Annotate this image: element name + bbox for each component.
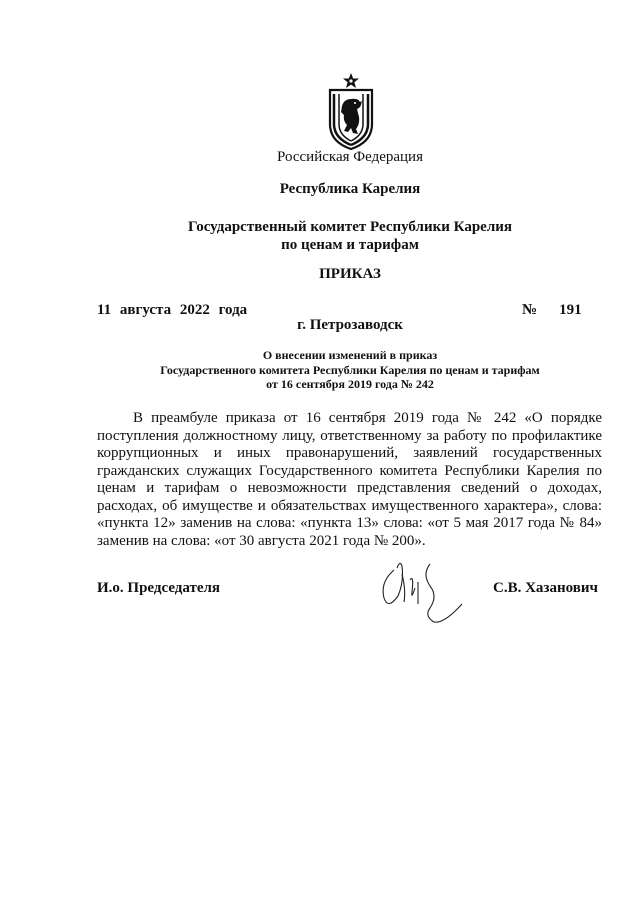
committee-line-1: Государственный комитет Республики Карелия: [188, 219, 512, 235]
number-sign: №: [522, 302, 538, 318]
committee-line-2: по ценам и тарифам: [281, 237, 419, 253]
republic-name: Республика Карелия: [279, 181, 421, 197]
order-subject: [0, 348, 640, 392]
country-name: Российская Федерация: [277, 149, 423, 165]
order-city: г. Петрозаводск: [297, 317, 403, 333]
order-body: [97, 410, 602, 550]
order-number-value: 191: [559, 302, 582, 318]
order-date: 11 августа 2022 года: [97, 302, 248, 318]
order-title: ПРИКАЗ: [319, 266, 381, 282]
subject-line-3: от 16 сентября 2019 года № 242: [266, 377, 434, 391]
committee-name: [0, 218, 640, 254]
karelia-coat-of-arms-icon: [327, 72, 375, 150]
signatory-title: И.о. Председателя: [97, 580, 221, 596]
handwritten-signature: [372, 552, 492, 627]
body-paragraph: В преамбуле приказа от 16 сентября 2019 года № 242 «О порядке поступления должностному лицу, ответственному за работу по профилактике коррупционных и иных правонарушений, заявлений государственных гражданских служащих Государственного комитета Республики Карелия по ценам и тарифам о невозможности представления сведений о доходах, расходах, об имуществе и обязательствах имущественного характера», слова: «пункта 12» заменив на слова: «пункта 13» слова: «от 5 мая 2017 года № 84» заменив на слова: «от 30 августа 2021 года № 200».: [97, 410, 602, 549]
signatory-name: С.В. Хазанович: [493, 580, 598, 596]
subject-line-2: Государственного комитета Республики Карелия по ценам и тарифам: [160, 362, 540, 377]
subject-line-1: О внесении изменений в приказ: [262, 348, 438, 362]
